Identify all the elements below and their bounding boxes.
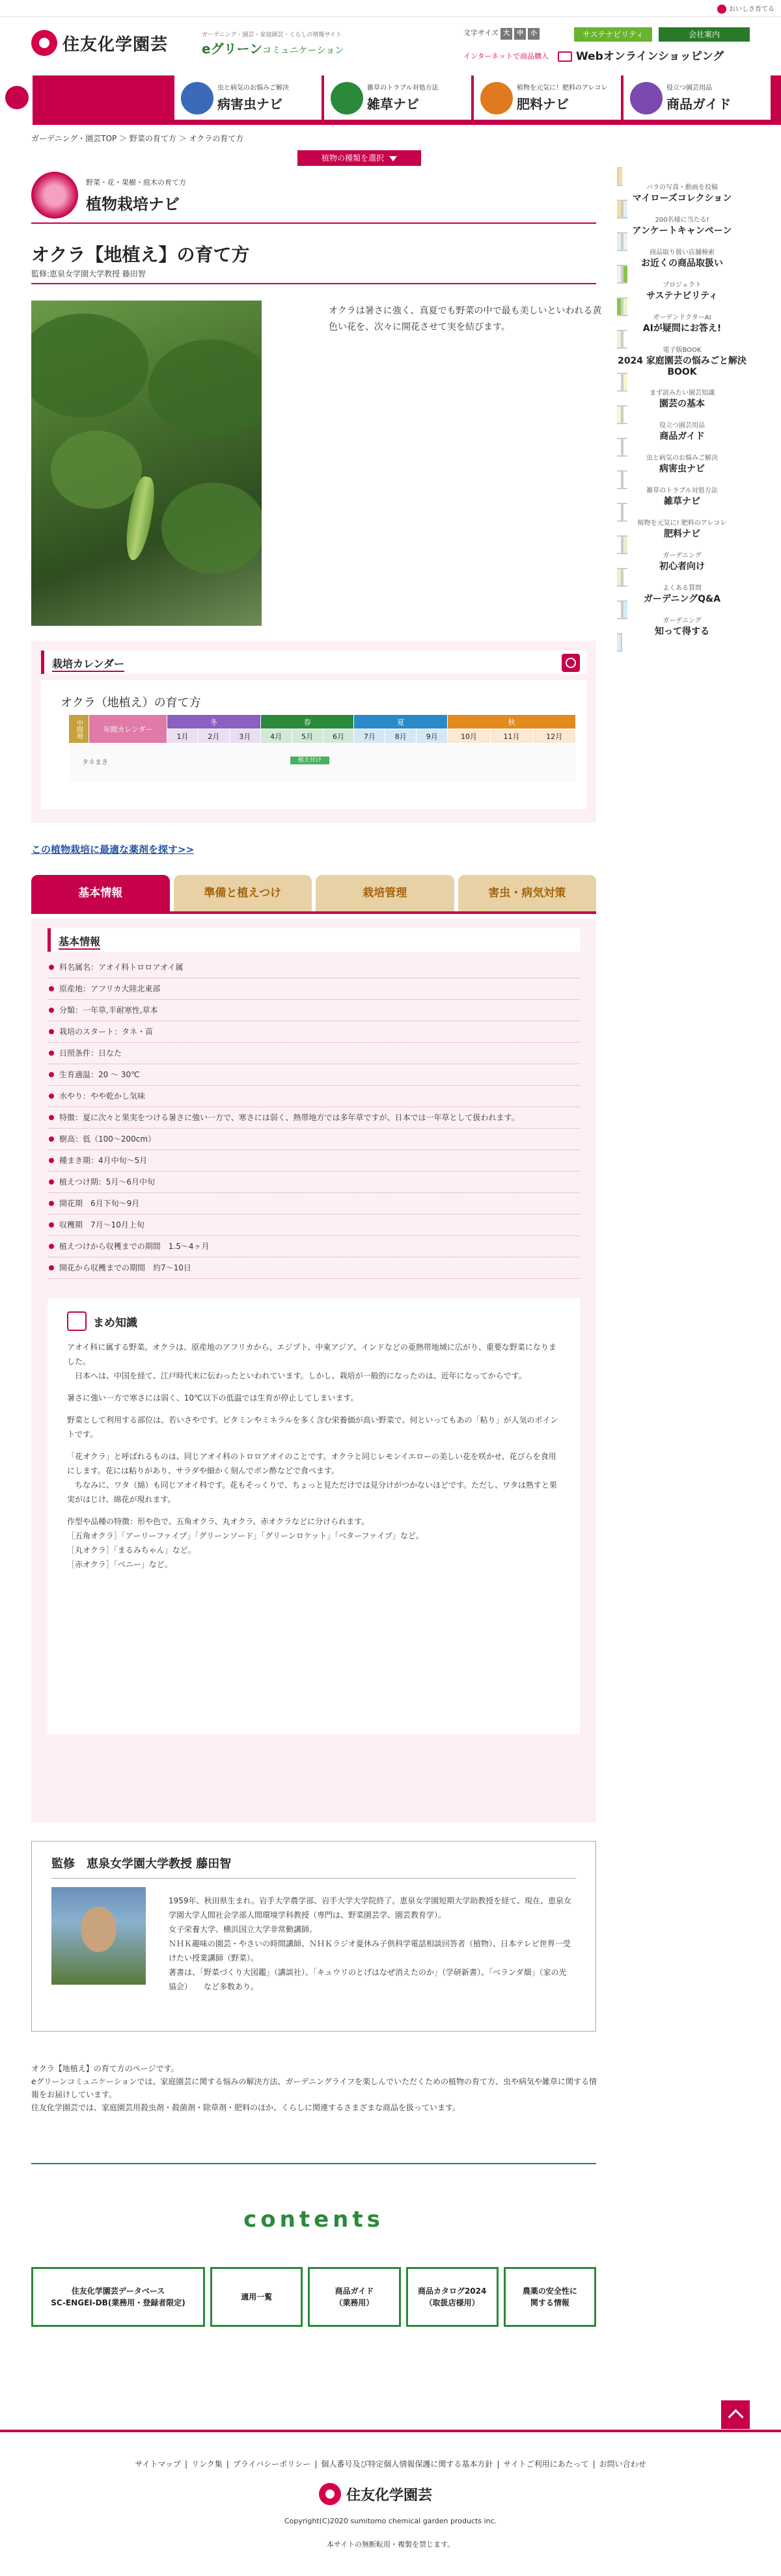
basic-info-list — [48, 957, 580, 1279]
banner-title: 初心者向け — [659, 561, 705, 572]
nav-label: 商品ガイド — [666, 96, 732, 112]
cart-icon — [558, 51, 572, 62]
banner-sub: まず読みたい園芸知識 — [650, 390, 715, 397]
banner-sub: バラの写真・動画を投稿 — [646, 184, 718, 191]
plant-select-label: 植物の種類を選択 — [321, 154, 384, 163]
link-sep: | — [314, 2460, 318, 2469]
contents-button-2[interactable]: 商品ガイド （業務用） — [308, 2267, 400, 2327]
sidebar-banner-1[interactable] — [617, 200, 747, 251]
tips-box — [48, 1298, 580, 1734]
info-row: 開花期 6月下旬～9月 — [48, 1193, 580, 1214]
tips-paragraph: 野菜として利用する部位は、若いさやです。ビタミンやミネラルを多く含む栄養価が高い野菜で、何といってもあの「粘り」が人気のポイントです。 — [67, 1415, 558, 1439]
basic-info-header: 基本情報 — [59, 933, 100, 950]
info-row: 原産地：アフリカ大陸北東部 — [48, 978, 580, 1000]
flower-logo-icon — [31, 172, 78, 219]
info-tabs — [31, 875, 596, 914]
sidebar-banner-9[interactable] — [617, 470, 747, 522]
ecomm-logo[interactable] — [202, 30, 344, 57]
sidebar-banner-7[interactable] — [617, 405, 747, 457]
footer-link[interactable]: 個人番号及び特定個人情報保護に関する基本方針 — [321, 2460, 493, 2469]
contents-heading: contents — [243, 2207, 384, 2233]
font-size-label: 文字サイズ — [463, 29, 499, 37]
info-row: 生育適温：20 ～ 30℃ — [48, 1064, 580, 1086]
sidebar-banner-11[interactable] — [617, 535, 747, 587]
season-3: 秋 — [448, 715, 576, 729]
month-8: 9月 — [417, 729, 448, 744]
banner-sub: 虫と病気のお悩みご解決 — [646, 455, 718, 462]
footer-link[interactable]: お問い合わせ — [599, 2460, 646, 2469]
sidebar-banner-6[interactable] — [617, 373, 747, 424]
month-7: 8月 — [385, 729, 417, 744]
book-icon — [67, 1311, 87, 1331]
tab-3[interactable]: 害虫・病気対策 — [458, 875, 597, 911]
sidebar-banner-3[interactable] — [617, 265, 747, 316]
nav-item-3[interactable] — [623, 75, 771, 122]
navi-title — [31, 172, 596, 224]
season-2: 夏 — [354, 715, 448, 729]
nav-sub: 虫と病気のお悩みご解決 — [217, 85, 289, 92]
contents-buttons — [31, 2267, 596, 2327]
calendar-title: オクラ（地植え）の育て方 — [61, 696, 201, 710]
banner-sub: 200名様に当たる! — [655, 217, 709, 224]
sidebar-banner-8[interactable] — [617, 438, 747, 489]
sidebar-banner-5[interactable] — [617, 330, 747, 392]
site-logo[interactable] — [31, 30, 168, 56]
month-10: 11月 — [490, 729, 533, 744]
flower-icon — [5, 86, 29, 109]
nav-label: 病害虫ナビ — [217, 96, 282, 112]
navi-sub: 野菜・花・果樹・庭木の育て方 — [86, 178, 186, 187]
tips-paragraph: 作型や品種の特徴：形や色で、五角オクラ、丸オクラ、赤オクラなどに分けられます。 ［五角オクラ］「アーリーファイブ」「グリーンソード」「グリーンロケット」「ベターファイブ」など。 ［丸オクラ］「まるみちゃん」など。 ［赤オクラ］「ベニー」など。 — [67, 1517, 424, 1569]
season-0: 冬 — [167, 715, 261, 729]
tips-paragraph: アオイ科に属する野菜。オクラは、原産地のアフリカから、エジプト、中東アジア、インドなどの亜熱帯地域に広がり、重要な野菜になりました。 日本へは、中国を経て、江戸時代末に伝わったといわれています。しかし、栽培が一般的になったのは、近年になってからです。 — [67, 1343, 556, 1380]
legend-seeding: タネまき — [82, 759, 108, 766]
nav-sub: 役立つ園芸用品 — [666, 85, 712, 92]
plant-select-dropdown[interactable] — [297, 150, 421, 166]
footer-link[interactable]: リンク集 — [191, 2460, 223, 2469]
month-2: 3月 — [229, 729, 260, 744]
banner-title: AIが疑問にお答え! — [642, 323, 722, 334]
supervisor-header: 監修 恵泉女学園大学教授 藤田智 — [51, 1855, 576, 1879]
ecomm-main: eグリーン — [202, 41, 263, 57]
planting-bar: 植え付け — [290, 757, 329, 764]
month-6: 7月 — [354, 729, 385, 744]
month-9: 10月 — [448, 729, 491, 744]
find-chemical-link[interactable]: この植物栽培に最適な薬剤を探す>> — [31, 844, 195, 855]
info-row: 植えつけから収穫までの期間 1.5～4ヶ月 — [48, 1236, 580, 1257]
nav-label: 肥料ナビ — [517, 96, 569, 112]
calendar-header: 栽培カレンダー — [52, 656, 124, 672]
sidebar-banner-2[interactable] — [617, 232, 747, 284]
banner-sub: ガーデニング — [663, 552, 702, 559]
tips-paragraph: 「花オクラ」と呼ばれるものは、同じアオイ科のトロロアオイのことです。オクラと同じレモンイエローの美しい花を咲かせ、花びらを食用にします。花には粘りがあり、サラダや細かく刻んでポン酢などで食べます。 ちなみに、ワタ（綿）も同じアオイ科です。花もそっくりで、ちょっと見ただけでは見分けがつかないほどです。ただし、ワタは熟すと果実がはじけ、綿花が現れます。 — [67, 1452, 557, 1504]
netbuy-label: インターネットで商品購入 — [463, 52, 549, 60]
banner-sub: プロジェクト — [663, 282, 702, 289]
banner-title: マイローズコレクション — [632, 193, 732, 204]
nav-icon — [630, 82, 663, 114]
nav-sub: 植物を元気に！肥料のアレコレ — [517, 85, 608, 92]
info-row: 水やり：やや乾かし気味 — [48, 1086, 580, 1107]
brand-dot-icon — [717, 5, 726, 14]
info-row: 特徴：夏に次々と果実をつける暑さに強い一方で、寒さには弱く、熱帯地方では多年草ですが、日本では一年草として扱われます。 — [48, 1107, 580, 1129]
webshop-label: Webオンラインショッピング — [576, 50, 724, 63]
info-row: 栽培のスタート：タネ・苗 — [48, 1021, 580, 1043]
logo-mark-icon — [31, 30, 57, 56]
nav-sub: 雑草のトラブル対処方法 — [367, 85, 439, 92]
supervisor-line: 監修:恵泉女学園大学教授 藤田智 — [31, 269, 146, 278]
info-row: 種まき期：4月中旬～5月 — [48, 1150, 580, 1172]
page-title-block — [31, 241, 596, 284]
page-title: オクラ【地植え】の育て方 — [31, 244, 250, 265]
month-0: 1月 — [167, 729, 199, 744]
info-row: 樹高：低（100～200cm） — [48, 1129, 580, 1150]
banner-title: 病害虫ナビ — [659, 464, 705, 474]
ecomm-sub: ガーデニング・園芸・家庭園芸・くらしの情報サイト — [202, 32, 342, 38]
tab-1[interactable]: 準備と植えつけ — [174, 875, 312, 911]
sidebar-banner-0[interactable] — [617, 167, 747, 219]
contents-button-4[interactable]: 農薬の安全性に 関する情報 — [504, 2267, 596, 2327]
header — [0, 17, 781, 75]
banner-sub: よくある質問 — [663, 585, 702, 592]
info-row: 日照条件：日なた — [48, 1043, 580, 1064]
banner-sub: ガーデニング — [663, 617, 702, 624]
font-size-control — [463, 27, 540, 40]
top-bar — [0, 0, 781, 17]
calendar-section — [31, 641, 596, 823]
tips-paragraph: 暑さに強い一方で寒さには弱く、10℃以下の低温では生育が停止してしまいます。 — [67, 1393, 359, 1402]
month-5: 6月 — [323, 729, 354, 744]
nav-item-0[interactable] — [174, 75, 322, 122]
month-4: 5月 — [292, 729, 323, 744]
banner-sub: 植物を元気に! 肥料のアレコレ — [637, 520, 727, 527]
home-button[interactable] — [0, 75, 33, 125]
nav-item-2[interactable] — [474, 75, 621, 122]
footer-links — [0, 2458, 781, 2469]
banner-sub: 雑草のトラブル対処方法 — [646, 487, 718, 494]
footer — [0, 2430, 781, 2576]
main-nav — [0, 75, 781, 125]
supervisor-bio: 1959年、秋田県生まれ。岩手大学農学部、岩手大学大学院終了。恵泉女学園短期大学助教授を経て、現在、恵泉女学園大学人間社会学部人間環境学科教授（専門は、野菜園芸学、園芸教育学）。 女子栄養大学、横浜国立大学非常勤講師。 ＮＨＫ趣味の園芸・やさいの時間講師、ＮＨＫラジオ夏休み子供科学電話相談回答者（植物）、日本テレビ世界一受けたい授業講師（野菜）。 著書は、「野菜づくり大図鑑」（講談社）、「キュウリのとげはなぜ消えたのか」（学研新書）、「ベランダ畑」（家の光協会） など多数あり。 — [169, 1896, 572, 1991]
link-sep: | — [226, 2460, 229, 2469]
month-1: 2月 — [198, 729, 229, 744]
info-row: 植えつけ期：5月～6月中旬 — [48, 1172, 580, 1193]
link-sep: | — [497, 2460, 500, 2469]
page-description: オクラ【地植え】の育て方のページです。 eグリーンコミュニケーションでは、家庭園芸に関する悩みの解決方法、ガーデニングライフを楽しんでいただくための植物の育て方、虫や病気や雑草に関する情報をお届けしています。 住友化学園芸では、家庭園芸用殺虫剤・殺菌剤・除草剤・肥料のほか、くらしに関連するさまざまな商品を扱っています。 — [31, 2064, 597, 2112]
legend-row — [69, 744, 576, 783]
banner-title: 園芸の基本 — [659, 399, 705, 409]
sidebar-banner-10[interactable] — [617, 503, 747, 554]
nav-icon — [331, 82, 363, 114]
company-button[interactable]: 会社案内 — [659, 27, 750, 42]
font-large-button[interactable]: 大 — [500, 28, 512, 40]
banner-title: 肥料ナビ — [664, 529, 700, 539]
season-1: 春 — [260, 715, 354, 729]
tab-2[interactable]: 栽培管理 — [316, 875, 454, 911]
logo-text: 住友化学園芸 — [62, 34, 169, 55]
calendar-year-label: 年間カレンダー — [89, 715, 167, 744]
nav-item-1[interactable] — [324, 75, 471, 122]
banner-title: 商品ガイド — [659, 431, 705, 442]
banner-sub: ガーデンドクターAI — [653, 314, 711, 321]
zoom-icon[interactable] — [562, 654, 580, 672]
banner-sub: 役立つ園芸用品 — [659, 422, 705, 429]
chevron-down-icon — [389, 156, 397, 161]
copy-notice: 本サイトの無断転用・複製を禁じます。 — [326, 2540, 455, 2549]
calendar-table — [68, 714, 576, 783]
info-row: 科名属名：アオイ科トロロアオイ属 — [48, 957, 580, 978]
footer-link[interactable]: プライバシーポリシー — [232, 2460, 311, 2469]
calendar-side-label: 中間地 — [69, 715, 89, 744]
footer-link[interactable]: サイトマップ — [135, 2460, 182, 2469]
sidebar-banner-4[interactable] — [617, 297, 747, 349]
divider — [31, 2163, 596, 2164]
banner-title: アンケートキャンペーン — [632, 226, 732, 236]
copyright: Copyright(C)2020 sumitomo chemical garden products inc. — [284, 2517, 497, 2525]
font-small-button[interactable]: 小 — [528, 28, 540, 40]
link-sep: | — [592, 2460, 596, 2469]
ecomm-main2: コミュニケーション — [262, 46, 344, 56]
tips-header: まめ知識 — [93, 1316, 137, 1330]
sustainability-button[interactable]: サステナビリティ — [574, 27, 652, 42]
contents-button-3[interactable]: 商品カタログ2024 （取扱店様用） — [406, 2267, 499, 2327]
intro-text: オクラは暑さに強く、真夏でも野菜の中で最も美しいといわれる黄色い花を、次々に開花させて実を結びます。 — [329, 306, 602, 332]
sidebar-banner-13[interactable] — [617, 600, 747, 652]
supervisor-photo — [51, 1887, 146, 1985]
sidebar — [617, 172, 747, 647]
logo-mark-icon — [319, 2483, 341, 2505]
footer-link[interactable]: サイトご利用にあたって — [503, 2460, 589, 2469]
banner-title: 2024 家庭園芸の悩みごと解決BOOK — [618, 356, 747, 377]
contents-button-1[interactable]: 適用一覧 — [210, 2267, 303, 2327]
nav-icon — [181, 82, 213, 114]
font-medium-button[interactable]: 中 — [514, 28, 526, 40]
tagline: おいしさ育てる — [729, 6, 774, 13]
info-row: 収穫期 7月～10月上旬 — [48, 1214, 580, 1236]
banner-title: 雑草ナビ — [664, 496, 700, 507]
footer-logo-text: 住友化学園芸 — [346, 2487, 433, 2504]
banner-title: お近くの商品取扱い — [641, 258, 723, 269]
navi-heading: 植物栽培ナビ — [86, 195, 180, 213]
page-top-button[interactable] — [721, 2400, 750, 2429]
nav-label: 雑草ナビ — [367, 96, 419, 112]
sidebar-banner-12[interactable] — [617, 568, 747, 619]
banner-sub: 商品取り扱い店舗検索 — [650, 249, 715, 256]
banner-title: サステナビリティ — [646, 291, 718, 301]
info-row: 分類：一年草,半耐寒性,草本 — [48, 1000, 580, 1021]
basic-info-section — [31, 919, 596, 1823]
banner-title: 知って得する — [655, 626, 709, 637]
info-row: 開花から収穫までの期間 約7～10日 — [48, 1257, 580, 1279]
breadcrumb[interactable]: ガーデニング・園芸TOP ＞ 野菜の育て方 ＞ オクラの育て方 — [31, 134, 244, 143]
month-11: 12月 — [533, 729, 576, 744]
link-sep: | — [185, 2460, 188, 2469]
nav-icon — [480, 82, 513, 114]
banner-title: ガーデニングQ&A — [643, 594, 721, 604]
contents-button-0[interactable]: 住友化学園芸データベース SC-ENGEI-DB(業務用・登録者限定) — [31, 2267, 205, 2327]
footer-logo[interactable] — [319, 2483, 432, 2505]
tab-0[interactable]: 基本情報 — [31, 875, 170, 911]
webshop-link[interactable] — [558, 47, 724, 63]
supervisor-box — [31, 1841, 596, 2032]
month-3: 4月 — [260, 729, 292, 744]
okra-photo — [31, 301, 262, 626]
banner-sub: 電子版BOOK — [663, 347, 702, 354]
